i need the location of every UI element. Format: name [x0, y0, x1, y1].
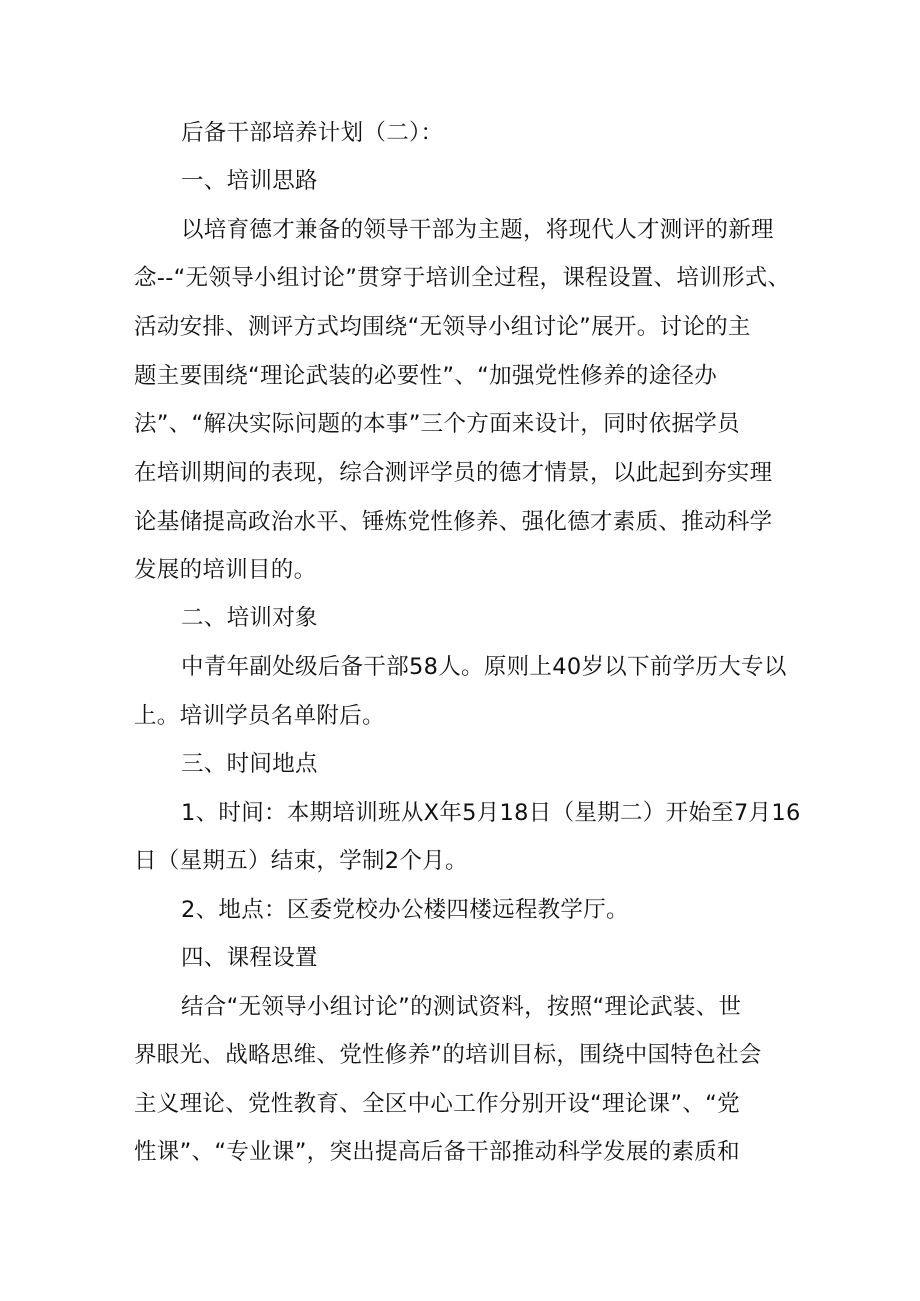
paragraph-line: 念--“无领导小组讨论”贯穿于培训全过程，课程设置、培训形式、 — [134, 265, 791, 291]
paragraph-line: 法”、“解决实际问题的本事”三个方面来设计，同时依据学员 — [134, 411, 740, 437]
paragraph-line: 2、地点：区委党校办公楼四楼远程教学厅。 — [181, 897, 629, 923]
paragraph-line: 界眼光、战略思维、党性修养”的培训目标，围绕中国特色社会 — [134, 1042, 762, 1068]
paragraph-line: 中青年副处级后备干部58人。原则上40岁以下前学历大专以 — [181, 654, 787, 680]
section-heading: 一、培训思路 — [181, 168, 318, 194]
section-heading: 三、时间地点 — [181, 751, 318, 777]
paragraph-line: 题主要围绕“理论武装的必要性”、“加强党性修养的途径办 — [134, 363, 718, 389]
paragraph-line: 发展的培训目的。 — [134, 557, 317, 583]
paragraph-line: 在培训期间的表现，综合测评学员的德才情景，以此起到夯实理 — [134, 460, 773, 486]
paragraph-line: 日（星期五）结束，学制2个月。 — [134, 848, 468, 874]
paragraph-line: 论基储提高政治水平、锤炼党性修养、强化德才素质、推动科学 — [134, 509, 773, 535]
paragraph-line: 上。培训学员名单附后。 — [134, 703, 385, 729]
paragraph-line: 结合“无领导小组讨论”的测试资料，按照“理论武装、世 — [181, 994, 742, 1020]
paragraph-line: 主义理论、党性教育、全区中心工作分别开设“理论课”、“党 — [134, 1091, 740, 1117]
paragraph-line: 以培育德才兼备的领导干部为主题，将现代人才测评的新理 — [181, 217, 774, 243]
section-heading: 二、培训对象 — [181, 605, 318, 631]
document-title: 后备干部培养计划（二）： — [181, 120, 444, 146]
paragraph-line: 1、时间：本期培训班从X年5月18日（星期二）开始至7月16 — [181, 800, 801, 826]
section-heading: 四、课程设置 — [181, 945, 318, 971]
paragraph-line: 性课”、“专业课”，突出提高后备干部推动科学发展的素质和 — [134, 1139, 740, 1165]
paragraph-line: 活动安排、测评方式均围绕“无领导小组讨论”展开。讨论的主 — [134, 314, 751, 340]
